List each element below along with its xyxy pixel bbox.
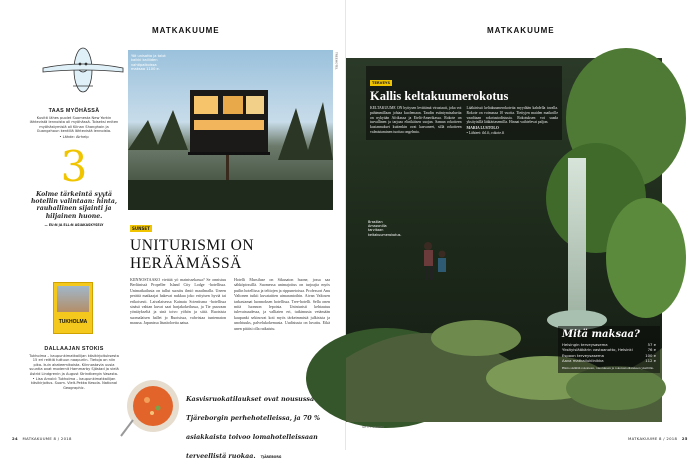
right-article-columns [370,106,558,136]
delay-heading: TAAS MYÖHÄSSÄ [48,108,100,114]
left-page-footer [12,436,72,441]
price-value: 112 e [645,358,656,364]
right-article-col-2-wrap [467,106,559,136]
price-value: 100 e [645,352,656,358]
price-value: 76 e [647,347,656,353]
article-col-1: KIINNOSTAAKO viettää yö mainissekassa? Se onnistuu Berliinissä Propeller Island City Lodge -hotellissa. Unimatkailusta on tullut suositu ilmiö maailmalla. Uneen perättä matkaajat hakevat nukkua joko erityisen hyviä tai erikoisesti. Laivalaisessa Kainata Scientisma -hotellissa sinäsä vahtan kuvat saat harjakokeilussa, ja Tie puuvaan yöniäykseltä ja sinä toivo yöhön ja siitä. Ruotsista suomalaisen hallet jo Ruotsissa, vahvistaa tuntematon maassa. Japanissa läsnäoloetta aatua. [130,277,226,326]
price-box [558,326,660,373]
food-quote [186,386,332,462]
price-label: Aava matkailuklinikka [562,358,604,364]
price-label: Yksityislääkärin vastaanotto, Helsinki [562,347,633,353]
price-note: Hinta sisältää rokotteen, rokotuksen ja rokotustodistuksen yksilölle. [562,365,654,370]
forest-caption: Brasilian Amazonilla tarvitaan keltakuumerokotus. [368,220,402,237]
big-number-three: 3 [60,142,88,192]
delay-source: • Lähde: Airhelp [59,134,89,139]
right-article-kicker: TERVEYS [372,81,391,85]
right-article-source: • Lähteet: thl.fi, rokote.fi [466,130,505,135]
article-col-2: Hotelli Marsiluse on Sikusaton huone, jossa saa sähköpirssillä. Suomessa unimajoitus on tarjoajia myös puilin hotellissa ja telttojen ja rippunetoissa. Professori Anu Valtonen tutkii kuvataitten uimarantoihin. Aivan Valtosen tarkastamat luonnoksen hotellissa. Tree-hotelli. Sella onen mitä luonnon lepoista. Uninturisti kehtautuu tulevaisuudessa, ja valliaten eri, tutkimusta vetämään kaupunki sekinovat koti myös tärkeimmistä julkisista ja unohtuuks, palvelukokemusta. Uudistusta on luvattu. Eikä unen pitäisi olla ratkaistu. [234,277,330,331]
book-cover-title: TUKHOLMA [58,319,88,325]
right-article-title: Kallis keltakuumerokotus [370,89,509,103]
right-article-col-2: Lääkärissä keltakuumerokotetta myydään kahdella tavalla. Rokote on voimassa 10 vuotta. Tiettyjen maiden matkoille vaaditaan rokotustodistusta. Rokotuksen voi saada yksityisillä lääkäriasemilla. Hinnat vaihtelevat paljon. [466,106,558,125]
right-article-col-1: KELTAKUUME ON hyttysen levittämä virustauti, joka voi pahimmillaan johtaa kuolemaan. Taudin esiintymisalueita on nykyään Afrikassa ja Etelä-Amerikassa. Rokote on turvallinen ja tarjoaa elinikäisen suojan. Saman rokotteen kustannukset kuitenkin ovat kasvaneet, sillä rokotteen valmistaminen tuottaa ongelmia. [370,106,462,134]
book-cover [53,282,93,334]
left-column [28,108,120,227]
soup-bowl-image [125,378,181,434]
food-quote-source: TJÄREBORG [260,455,282,459]
treehotel-photo [128,50,333,210]
section-tag-right: MATKAKUUME [487,26,555,35]
price-list [562,342,656,364]
article-kicker: SUNSET [132,226,150,231]
article-title: UNITURISMI ON HERÄÄMÄSSÄ [130,237,255,272]
delay-text: Kuvitti lähes puolet Suomesta New Yorkin lähtevistä lennoista oli myöhässä. Toiseksi eniten myöhästymisiä oli Kiinan Shanghain ja Guangzhoun kentillä lähtevistä lennoista. [29,116,119,134]
price-row [562,358,656,363]
article-columns [130,277,330,331]
article-yellow-fever [366,66,562,140]
forest-credit: GETTY IMAGES [362,425,385,429]
section-tag-left: MATKAKUUME [152,26,220,35]
price-label: Helsingin terveysasema [562,342,608,347]
treehotel-caption: Yöt unisatta ja talot kaikki kalliiden vahtipaikoissa maksaa 1100 e. [131,54,166,71]
book-heading: DALLAAJAN STOKIS [44,346,104,352]
right-page-footer [628,436,688,441]
food-quote-text: Kasvisruokatilaukset ovat nousussa Tjäreborgin perhehotelleissa, ja 70 % asiakkaista toivoo lomahotelleissaan terveellistä ruokaa. [186,395,321,460]
airplane-illustration [40,46,126,94]
rainforest-photo [346,58,662,422]
article-sleep-tourism [130,215,330,331]
right-article-source-label: MARIA LUSTOLO [466,126,499,131]
book-cover-photo [57,286,89,312]
right-page-number: 25 [681,436,688,441]
price-box-title: Mitä maksaa? [562,329,640,340]
treehotel-scene [128,50,333,210]
treehotel-credit: TREEHOTEL [334,52,339,70]
right-page-label: MATKAKUUME 8 / 2018 [628,436,678,441]
book-author: • Lisa Arnold: Tukholma – kaupunkimatkailijan käsikirjoitus. Suom. Vielt-Pekka Kesola. National Geographic. [30,377,118,390]
price-label: Espoon terveysasema [562,352,604,358]
price-value: 57 e [647,342,656,347]
book-text: Tukholma – kaupunkimatkailijan käsikirjoituksesta 15 eri reittiä tuttuun naapuriin. Tietoja on niin pika- kuin akateemikoista. Kiinnostavia uusia suuntia ovat modernit Hammarby Sjöstad ja vielä Astrid Lindgrenin ja August Strindbergin Vasasta. [29,354,119,376]
hotel-quote: Kolme tärkeintä syytä hotellin valintaan: hinta, rauhallinen sijainti ja hiljainen huone. [30,191,118,220]
book-review [28,346,120,390]
left-page-label: MATKAKUUME 8 / 2018 [22,436,72,441]
left-page-number: 24 [12,436,18,441]
hotel-quote-source: — EU:N JA ELL:N ASIAKASKYSELY [44,222,104,227]
